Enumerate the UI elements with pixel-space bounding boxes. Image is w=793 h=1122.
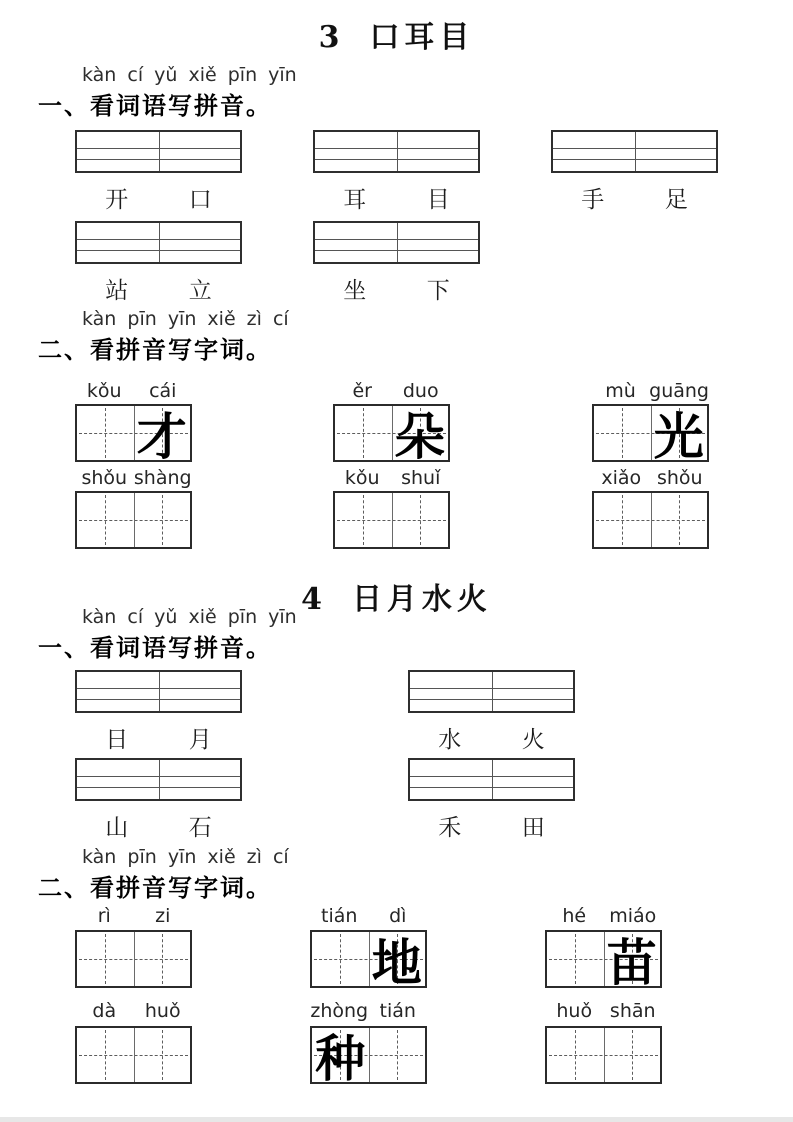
pinyin-syllable: dì xyxy=(389,905,407,927)
character-write-grid[interactable] xyxy=(75,1026,192,1084)
pinyin-write-box[interactable] xyxy=(75,758,242,801)
lesson4-section1-heading: 一、看词语写拼音。 xyxy=(38,634,272,662)
pinyin-box-divider xyxy=(397,132,398,171)
pinyin-box-divider xyxy=(159,672,160,711)
character-write-grid[interactable] xyxy=(333,404,450,466)
grid-cell-divider xyxy=(134,1028,135,1082)
word-characters xyxy=(313,181,480,214)
lesson3-number: 3 xyxy=(318,20,340,55)
character-write-grid[interactable] xyxy=(333,491,450,549)
pinyin-box-divider xyxy=(159,223,160,262)
lesson4-number: 4 xyxy=(301,582,322,617)
grid-cell-divider xyxy=(604,1028,605,1082)
character-write-grid[interactable] xyxy=(75,491,192,549)
pinyin-label xyxy=(75,1000,192,1022)
answer-character: 种 xyxy=(315,1029,366,1088)
word-characters xyxy=(313,272,480,305)
pinyin-write-box[interactable] xyxy=(75,221,242,264)
pinyin-write-box[interactable] xyxy=(551,130,718,173)
pinyin-syllable: tián xyxy=(321,905,358,927)
hanzi-char: 足 xyxy=(664,187,688,213)
lesson3-section1-heading: 一、看词语写拼音。 xyxy=(38,92,272,120)
hanzi-char: 火 xyxy=(521,727,545,753)
hanzi-char: 耳 xyxy=(343,187,367,213)
grid-cell-divider xyxy=(134,932,135,986)
hanzi-char: 石 xyxy=(188,815,212,841)
hanzi-char: 日 xyxy=(105,727,129,753)
pinyin-syllable: zi xyxy=(155,905,171,927)
pinyin-syllable: kǒu xyxy=(344,467,380,489)
character-write-grid[interactable] xyxy=(545,930,662,992)
pinyin-syllable: rì xyxy=(97,905,111,927)
word-characters xyxy=(75,272,242,305)
pinyin-syllable: miáo xyxy=(609,905,657,927)
pinyin-box-divider xyxy=(492,672,493,711)
pinyin-box-divider xyxy=(159,132,160,171)
pinyin-syllable: shuǐ xyxy=(401,467,441,489)
pinyin-syllable: huǒ xyxy=(144,1000,181,1022)
hanzi-char: 立 xyxy=(188,278,212,304)
word-characters xyxy=(75,721,242,754)
lesson4-section1-pinyin-hint: kàn cí yǔ xiě pīn yīn xyxy=(82,606,297,628)
pinyin-write-box[interactable] xyxy=(408,670,575,713)
pinyin-box-divider xyxy=(635,132,636,171)
answer-character: 地 xyxy=(371,933,422,992)
pinyin-syllable: shǒu xyxy=(656,467,703,489)
page-bottom-edge xyxy=(0,1117,793,1122)
hanzi-char: 禾 xyxy=(438,815,462,841)
pinyin-label xyxy=(75,467,192,489)
lesson3-section2-heading: 二、看拼音写字词。 xyxy=(38,336,272,364)
hanzi-char: 站 xyxy=(105,278,129,304)
pinyin-syllable: cái xyxy=(149,380,177,402)
pinyin-syllable: hé xyxy=(562,905,587,927)
answer-character: 朵 xyxy=(394,407,445,466)
word-characters xyxy=(551,181,718,214)
lesson4-section2-pinyin-hint: kàn pīn yīn xiě zì cí xyxy=(82,846,289,868)
pinyin-syllable: zhòng xyxy=(310,1000,369,1022)
pinyin-box-divider xyxy=(159,760,160,799)
pinyin-syllable: xiǎo xyxy=(601,467,642,489)
grid-cell-divider xyxy=(392,493,393,547)
pinyin-syllable: tián xyxy=(379,1000,416,1022)
character-write-grid[interactable] xyxy=(545,1026,662,1084)
pinyin-syllable: duo xyxy=(402,380,439,402)
pinyin-write-box[interactable] xyxy=(75,670,242,713)
pinyin-syllable: mù xyxy=(605,380,636,402)
grid-cell-divider xyxy=(134,493,135,547)
grid-cell-divider xyxy=(651,493,652,547)
lesson3-name: 口耳目 xyxy=(369,20,475,55)
hanzi-char: 下 xyxy=(426,278,450,304)
pinyin-syllable: shǒu xyxy=(81,467,128,489)
pinyin-write-box[interactable] xyxy=(313,130,480,173)
pinyin-write-box[interactable] xyxy=(313,221,480,264)
hanzi-char: 口 xyxy=(188,187,212,213)
pinyin-write-box[interactable] xyxy=(408,758,575,801)
pinyin-syllable: ěr xyxy=(352,380,372,402)
hanzi-char: 坐 xyxy=(343,278,367,304)
word-characters xyxy=(75,809,242,842)
character-write-grid[interactable] xyxy=(592,404,709,466)
answer-character: 苗 xyxy=(606,933,657,992)
lesson3-section1-pinyin-hint: kàn cí yǔ xiě pīn yīn xyxy=(82,64,297,86)
character-write-grid[interactable] xyxy=(592,491,709,549)
lesson4-section2-heading: 二、看拼音写字词。 xyxy=(38,874,272,902)
pinyin-write-box[interactable] xyxy=(75,130,242,173)
pinyin-syllable: kǒu xyxy=(86,380,122,402)
lesson4-name: 日月水火 xyxy=(351,582,492,617)
answer-character: 光 xyxy=(653,407,704,466)
hanzi-char: 目 xyxy=(426,187,450,213)
pinyin-label xyxy=(333,467,450,489)
pinyin-syllable: shān xyxy=(609,1000,656,1022)
character-write-grid[interactable] xyxy=(75,404,192,466)
hanzi-char: 手 xyxy=(581,187,605,213)
lesson3-title xyxy=(0,12,793,56)
character-write-grid[interactable] xyxy=(310,1026,427,1088)
hanzi-char: 开 xyxy=(105,187,129,213)
pinyin-label xyxy=(592,467,709,489)
pinyin-syllable: dà xyxy=(92,1000,117,1022)
hanzi-char: 田 xyxy=(521,815,545,841)
pinyin-syllable: shàng xyxy=(133,467,192,489)
pinyin-label xyxy=(545,1000,662,1022)
word-characters xyxy=(408,809,575,842)
hanzi-char: 山 xyxy=(105,815,129,841)
pinyin-box-divider xyxy=(397,223,398,262)
word-characters xyxy=(75,181,242,214)
pinyin-box-divider xyxy=(492,760,493,799)
hanzi-char: 水 xyxy=(438,727,462,753)
hanzi-char: 月 xyxy=(188,727,212,753)
pinyin-label xyxy=(75,905,192,927)
grid-cell-divider xyxy=(369,1028,370,1082)
pinyin-syllable: guāng xyxy=(649,380,709,402)
character-write-grid[interactable] xyxy=(75,930,192,988)
lesson3-section2-pinyin-hint: kàn pīn yīn xiě zì cí xyxy=(82,308,289,330)
word-characters xyxy=(408,721,575,754)
answer-character: 才 xyxy=(136,407,187,466)
pinyin-syllable: huǒ xyxy=(556,1000,593,1022)
character-write-grid[interactable] xyxy=(310,930,427,992)
